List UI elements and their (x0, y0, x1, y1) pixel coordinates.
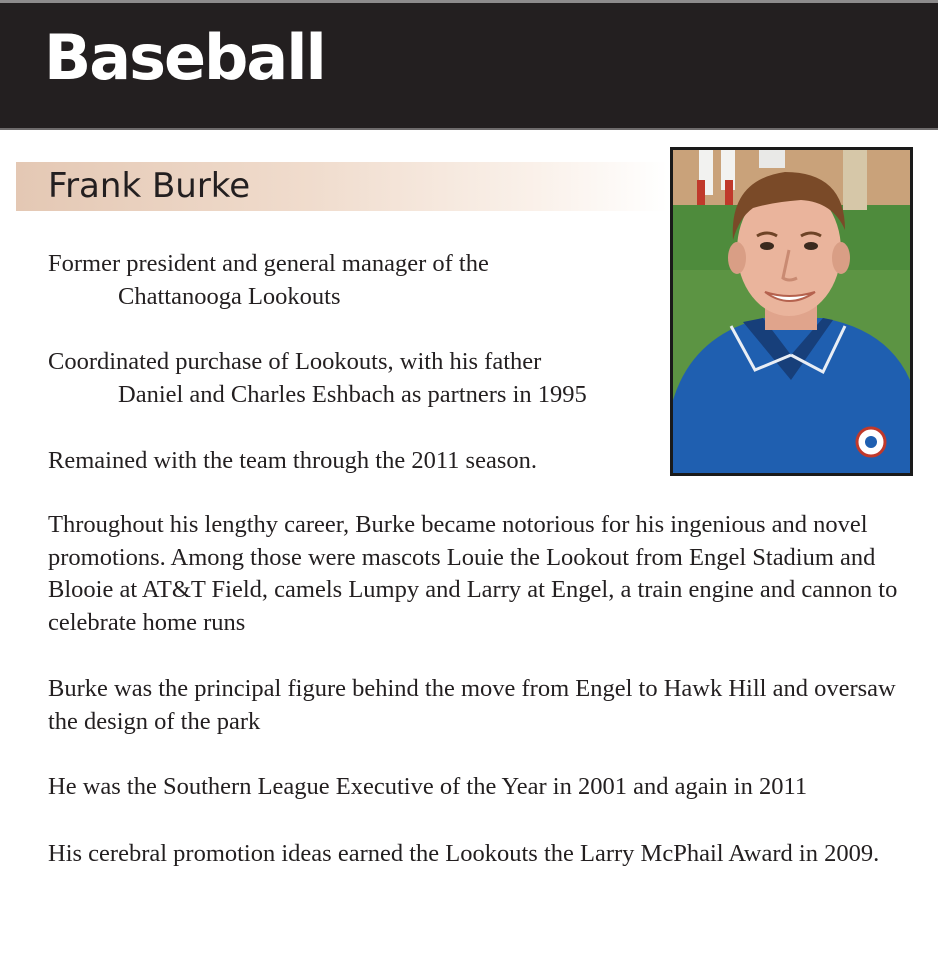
portrait-photo (670, 147, 913, 476)
header-title: Baseball (44, 21, 325, 94)
paragraph-5: Burke was the principal figure behind the move from Engel to Hawk Hill and oversaw the design of the park (48, 675, 896, 735)
paragraph-4: Throughout his lengthy career, Burke became notorious for his ingenious and novel promotions. Among those were mascots Louie the Lookout from Engel Stadium and Blooie at AT&T Field, camels Lumpy and Larry at Engel, a train engine and cannon to celebrate home runs (48, 511, 898, 636)
name-bar (16, 162, 668, 211)
person-name: Frank Burke (48, 166, 251, 206)
paragraph-7: His cerebral promotion ideas earned the Lookouts the Larry McPhail Award in 2009. (48, 840, 880, 867)
header-banner (0, 3, 938, 130)
paragraph-1 (48, 248, 489, 313)
paragraph-2-line-1: Coordinated purchase of Lookouts, with his father (48, 348, 542, 375)
paragraph-1-line-1: Former president and general manager of the (48, 250, 489, 277)
paragraph-6: He was the Southern League Executive of the Year in 2001 and again in 2011 (48, 773, 808, 800)
paragraph-2 (48, 346, 587, 411)
paragraph-3: Remained with the team through the 2011 season. (48, 447, 537, 474)
paragraph-1-line-2: Chattanooga Lookouts (118, 282, 341, 310)
paragraph-2-line-2: Daniel and Charles Eshbach as partners in 1995 (118, 380, 587, 408)
